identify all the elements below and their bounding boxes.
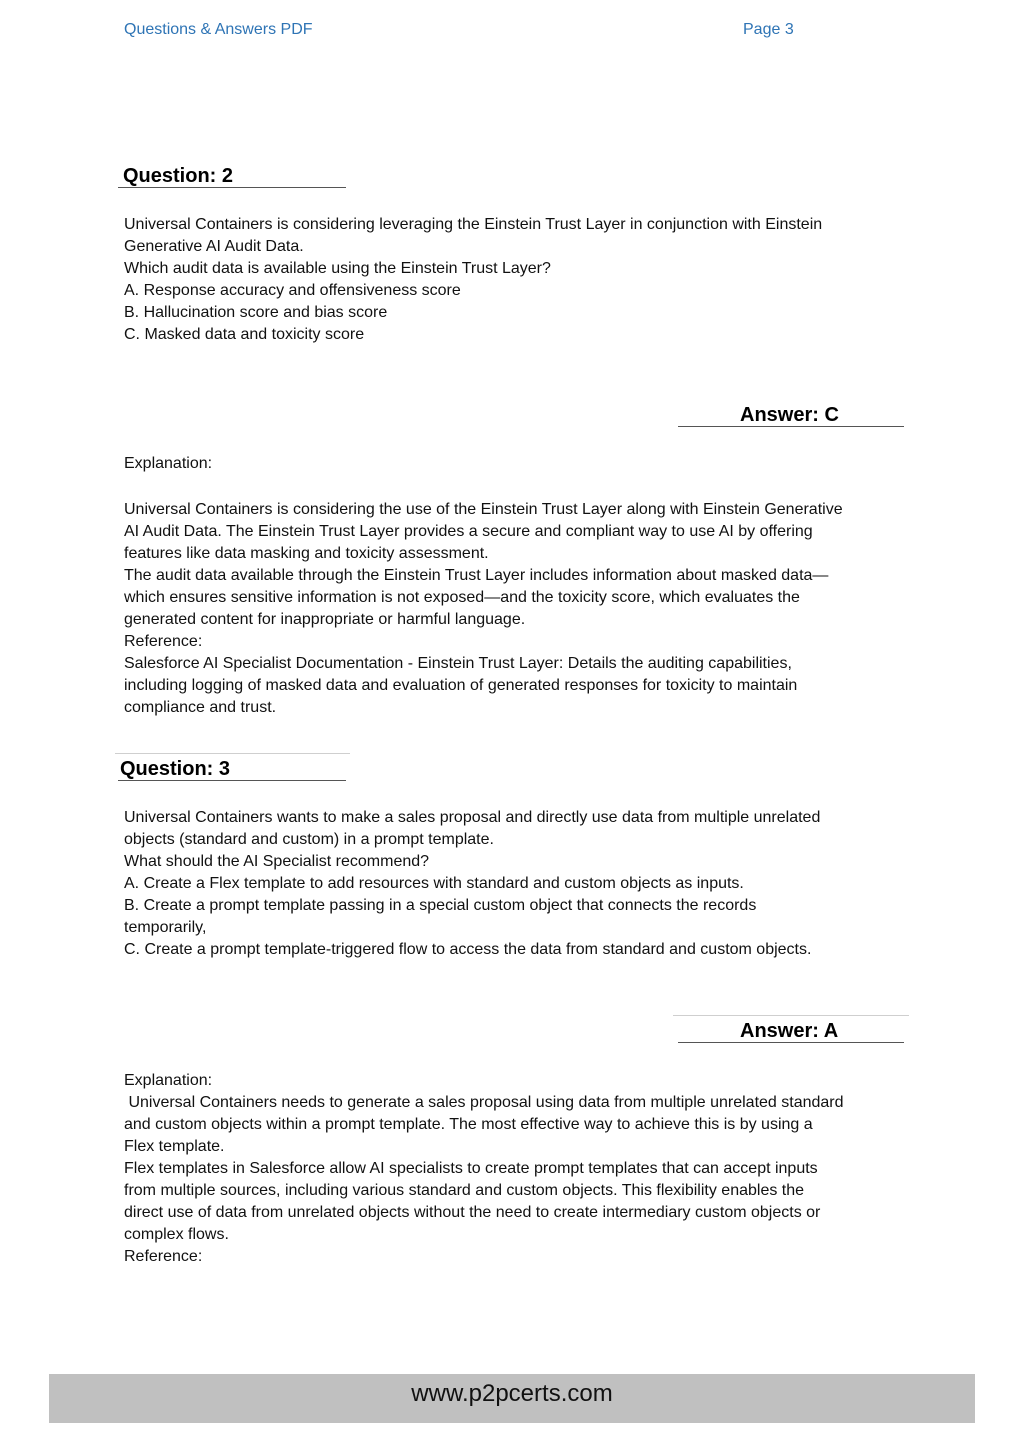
question-2-answer: Answer: C [740,404,839,426]
explanation-line: Universal Containers needs to generate a sales proposal using data from multiple unrelated standard [124,1094,844,1111]
explanation-line: direct use of data from unrelated objects without the need to create intermediary custom objects or [124,1204,821,1221]
page-number: Page 3 [743,21,794,38]
question-3-answer: Answer: A [740,1020,839,1042]
question-2-line: Which audit data is available using the Einstein Trust Layer? [124,260,551,277]
question-2-line: Generative AI Audit Data. [124,238,304,255]
footer-bar [49,1374,975,1423]
question-2-heading: Question: 2 [123,165,234,187]
explanation-label: Explanation: [124,455,213,472]
answer-3-underline [678,1042,904,1043]
answer-3-top-divider [673,1015,909,1016]
question-2-underline [118,187,346,188]
explanation-line: Salesforce AI Specialist Documentation - Einstein Trust Layer: Details the auditing capabilities, [124,655,792,672]
explanation-line: Flex templates in Salesforce allow AI specialists to create prompt templates that can accept inputs [124,1160,818,1177]
question-3-heading: Question: 3 [120,758,231,780]
explanation-line: generated content for inappropriate or harmful language. [124,611,526,628]
reference-label: Reference: [124,1248,203,1265]
question-3-underline [118,780,346,781]
explanation-line: Flex template. [124,1138,225,1155]
explanation-label: Explanation: [124,1072,213,1089]
explanation-line: AI Audit Data. The Einstein Trust Layer provides a secure and compliant way to use AI by offering [124,523,813,540]
question-2-explanation-label [124,453,914,475]
option-a: A. Response accuracy and offensiveness score [124,282,461,299]
option-a: A. Create a Flex template to add resources with standard and custom objects as inputs. [124,875,744,892]
explanation-line: from multiple sources, including various standard and custom objects. This flexibility enables the [124,1182,805,1199]
explanation-line: features like data masking and toxicity assessment. [124,545,489,562]
explanation-line: The audit data available through the Einstein Trust Layer includes information about masked data— [124,567,829,584]
explanation-line: which ensures sensitive information is not exposed—and the toxicity score, which evaluates the [124,589,800,606]
option-b-continued: temporarily, [124,919,207,936]
question-3-explanation [124,1070,914,1268]
reference-label: Reference: [124,633,203,650]
explanation-line: Universal Containers is considering the use of the Einstein Trust Layer along with Einstein Generative [124,501,843,518]
option-c: C. Create a prompt template-triggered flow to access the data from standard and custom objects. [124,941,812,958]
footer-url-link[interactable]: www.p2pcerts.com [411,1380,613,1407]
option-b: B. Create a prompt template passing in a special custom object that connects the records [124,897,757,914]
question-2-explanation [124,499,914,719]
answer-2-underline [678,426,904,427]
explanation-line: complex flows. [124,1226,229,1243]
explanation-line: compliance and trust. [124,699,277,716]
option-b: B. Hallucination score and bias score [124,304,388,321]
question-3-line: What should the AI Specialist recommend? [124,853,430,870]
option-c: C. Masked data and toxicity score [124,326,365,343]
header-title: Questions & Answers PDF [124,21,313,38]
question-3-line: Universal Containers wants to make a sales proposal and directly use data from multiple unrelated [124,809,821,826]
question-3-top-divider [115,753,350,754]
question-3-text [124,807,914,961]
explanation-line: including logging of masked data and evaluation of generated responses for toxicity to maintain [124,677,798,694]
question-3-line: objects (standard and custom) in a prompt template. [124,831,494,848]
explanation-line: and custom objects within a prompt template. The most effective way to achieve this is by using a [124,1116,813,1133]
question-2-line: Universal Containers is considering leveraging the Einstein Trust Layer in conjunction with Einstein [124,216,823,233]
question-2-text [124,214,914,346]
